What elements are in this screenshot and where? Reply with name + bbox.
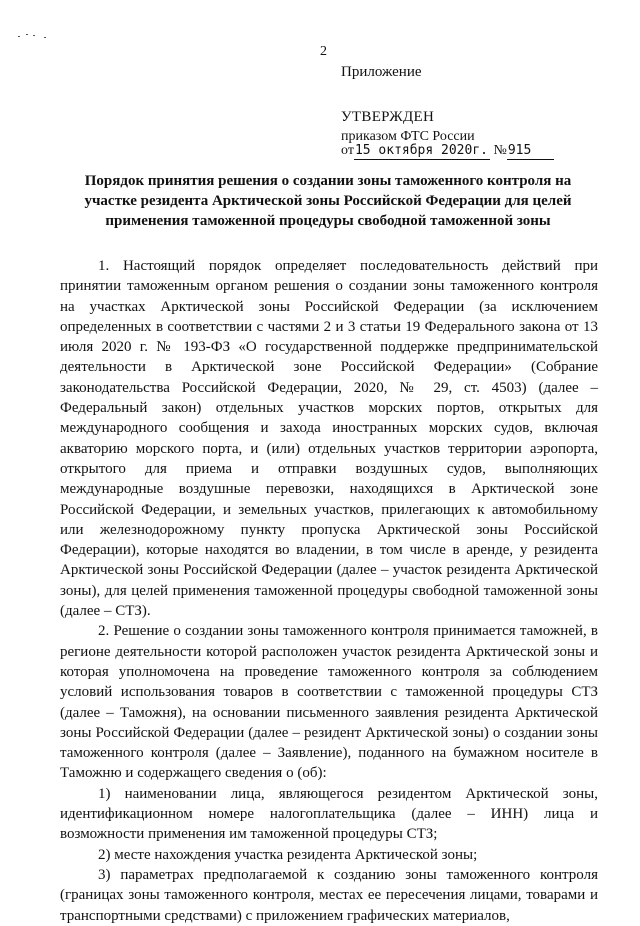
document-title: Порядок принятия решения о создании зоны таможенного контроля на участке резидента Арктической зоны Российской Федерации для целей применения таможенной процедуры свободной таможенной зоны xyxy=(84,173,572,229)
order-reference xyxy=(341,143,554,160)
document-body xyxy=(60,256,598,926)
order-line: приказом ФТС России xyxy=(341,129,475,144)
list-item: 3) параметрах предполагаемой к созданию зоны таможенного контроля (границах зоны таможенного контроля, местах ее пересечения лицами, товарами и транспортными средствами) с приложением графических материалов, xyxy=(60,866,598,924)
order-from: от xyxy=(341,143,354,158)
paragraph: 1. Настоящий порядок определяет последовательность действий при принятии таможенным органом решения о создании зоны таможенного контроля на участках Арктической зоны Российской Федерации (за исключением определенных в соответствии с частями 2 и 3 статьи 19 Федерального закона от 13 июля 2020 г. № 193-ФЗ «О государственной поддержке предпринимательской деятельности в Арктической зоне Российской Федерации» (Собрание законодательства Российской Федерации, 2020, № 29, ст. 4503) (далее – Федеральный закон) отдельных участков морских портов, открытых для международного сообщения и захода иностранных морских судов, включая акваторию морского порта, и (или) отдельных участков территории аэропорта, открытого для приема и отправки воздушных судов, выполняющих международные воздушные перевозки, находящихся в Арктической зоне Российской Федерации, и земельных участков, прилегающих к автомобильному или железнодорожному пункту пропуска Арктической зоны Российской Федерации), которые находятся во владении, в том числе в аренде, у резидента Арктической зоны Российской Федерации (далее – участок резидента Арктической зоны), для целей применения таможенной процедуры свободной таможенной зоны (далее – СТЗ). xyxy=(60,258,598,620)
order-number-label: № xyxy=(493,143,507,158)
order-number: 915 xyxy=(507,143,554,160)
scan-speck xyxy=(18,34,54,38)
page-number: 2 xyxy=(320,44,327,59)
approved-label: УТВЕРЖДЕН xyxy=(341,109,435,125)
list-item: 1) наименовании лица, являющегося резидентом Арктической зоны, идентификационном номере налогоплательщика (далее – ИНН) лица и возможности применения им таможенной процедуры СТЗ; xyxy=(60,785,598,843)
order-date: 15 октября 2020г. xyxy=(354,143,488,158)
paragraph: 2. Решение о создании зоны таможенного контроля принимается таможней, в регионе деятельности которой расположен участок резидента Арктической зоны и которая уполномочена на проведение таможенного контроля за соблюдением условий использования товаров в соответствии с таможенной процедуры СТЗ (далее – Таможня), на основании письменного заявления резидента Арктической зоны Российской Федерации (далее – резидент Арктической зоны) о создании зоны таможенного контроля (далее – Заявление), поданного на бумажном носителе в Таможню и содержащего сведения о (об): xyxy=(60,623,598,782)
list-item: 2) месте нахождения участка резидента Арктической зоны; xyxy=(98,846,478,863)
annex-label: Приложение xyxy=(341,64,422,80)
